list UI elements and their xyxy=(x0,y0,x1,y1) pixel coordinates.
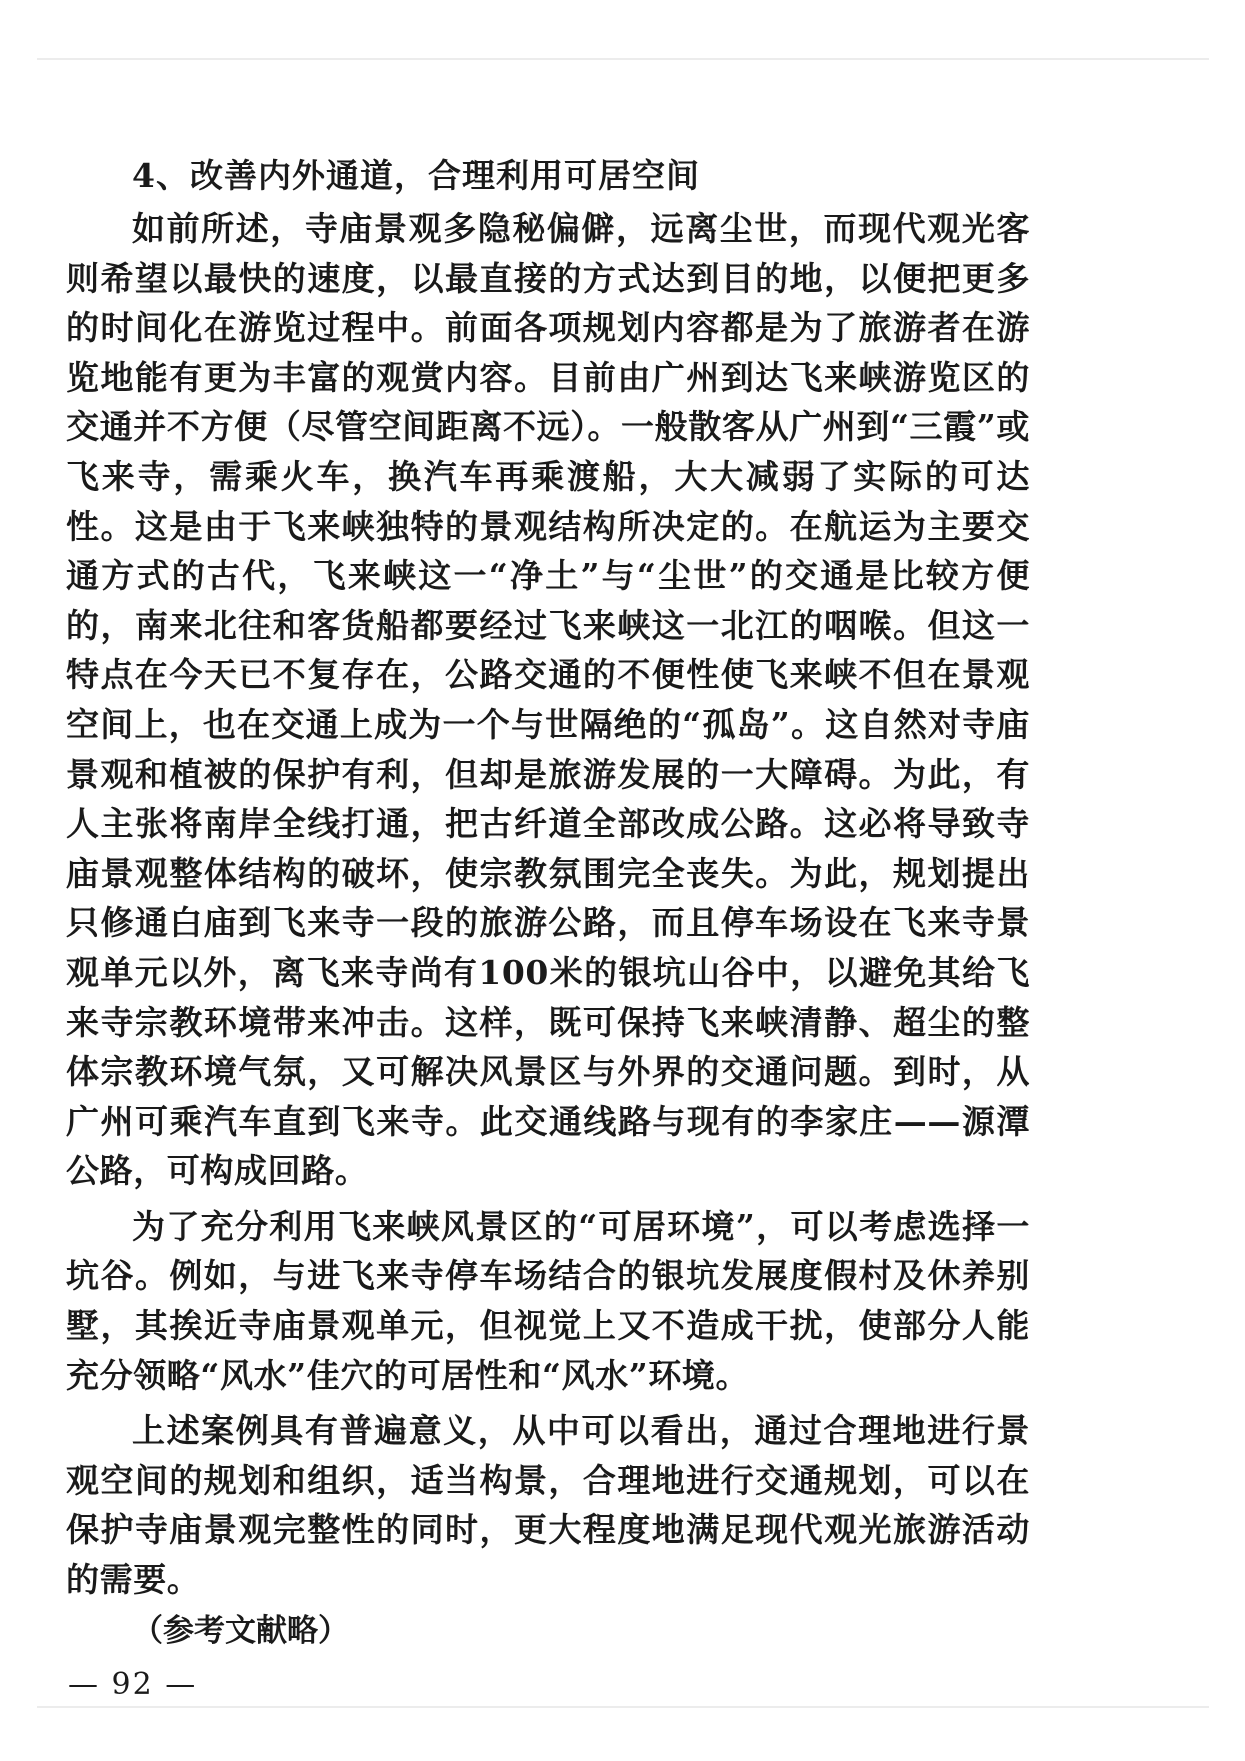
paragraph-conclusion: 上述案例具有普遍意义，从中可以看出，通过合理地进行景观空间的规划和组织，适当构景，合理地进行交通规划，可以在保护寺庙景观完整性的同时，更大程度地满足现代观光旅游活动的需要。 xyxy=(66,1411,1030,1600)
references-note: （参考文献略） xyxy=(132,1612,349,1649)
page-number: — 92 — xyxy=(68,1666,198,1702)
bottom-divider xyxy=(37,1706,1209,1708)
paragraph-habitable-environment: 为了充分利用飞来峡风景区的“可居环境”，可以考虑选择一坑谷。例如，与进飞来寺停车场结合的银坑发展度假村及休养别墅，其挨近寺庙景观单元，但视觉上又不造成干扰，使部分人能充分领略“风水”佳穴的可居性和“风水”环境。 xyxy=(66,1206,1030,1395)
top-divider xyxy=(37,58,1209,60)
section-heading: 4、改善内外通道，合理利用可居空间 xyxy=(132,156,700,195)
paragraph-transport: 如前所述，寺庙景观多隐秘偏僻，远离尘世，而现代观光客则希望以最快的速度，以最直接的方式达到目的地，以便把更多的时间化在游览过程中。前面各项规划内容都是为了旅游者在游览地能有更为丰富的观赏内容。目前由广州到达飞来峡游览区的交通并不方便（尽管空间距离不远）。一般散客从广州到“三霞”或飞来寺，需乘火车，换汽车再乘渡船，大大减弱了实际的可达性。这是由于飞来峡独特的景观结构所决定的。在航运为主要交通方式的古代，飞来峡这一“净土”与“尘世”的交通是比较方便的，南来北往和客货船都要经过飞来峡这一北江的咽喉。但这一特点在今天已不复存在，公路交通的不便性使飞来峡不但在景观空间上，也在交通上成为一个与世隔绝的“孤岛”。这自然对寺庙景观和植被的保护有利，但却是旅游发展的一大障碍。为此，有人主张将南岸全线打通，把古纤道全部改成公路。这必将导致寺庙景观整体结构的破坏，使宗教氛围完全丧失。为此，规划提出只修通白庙到飞来寺一段的旅游公路，而且停车场设在飞来寺景观单元以外，离飞来寺尚有100米的银坑山谷中，以避免其给飞来寺宗教环境带来冲击。这样，既可保持飞来峡清静、超尘的整体宗教环境气氛，又可解决风景区与外界的交通问题。到时，从广州可乘汽车直到飞来寺。此交通线路与现有的李家庄——源潭公路，可构成回路。 xyxy=(66,209,1030,1191)
page-body xyxy=(66,148,1030,1708)
